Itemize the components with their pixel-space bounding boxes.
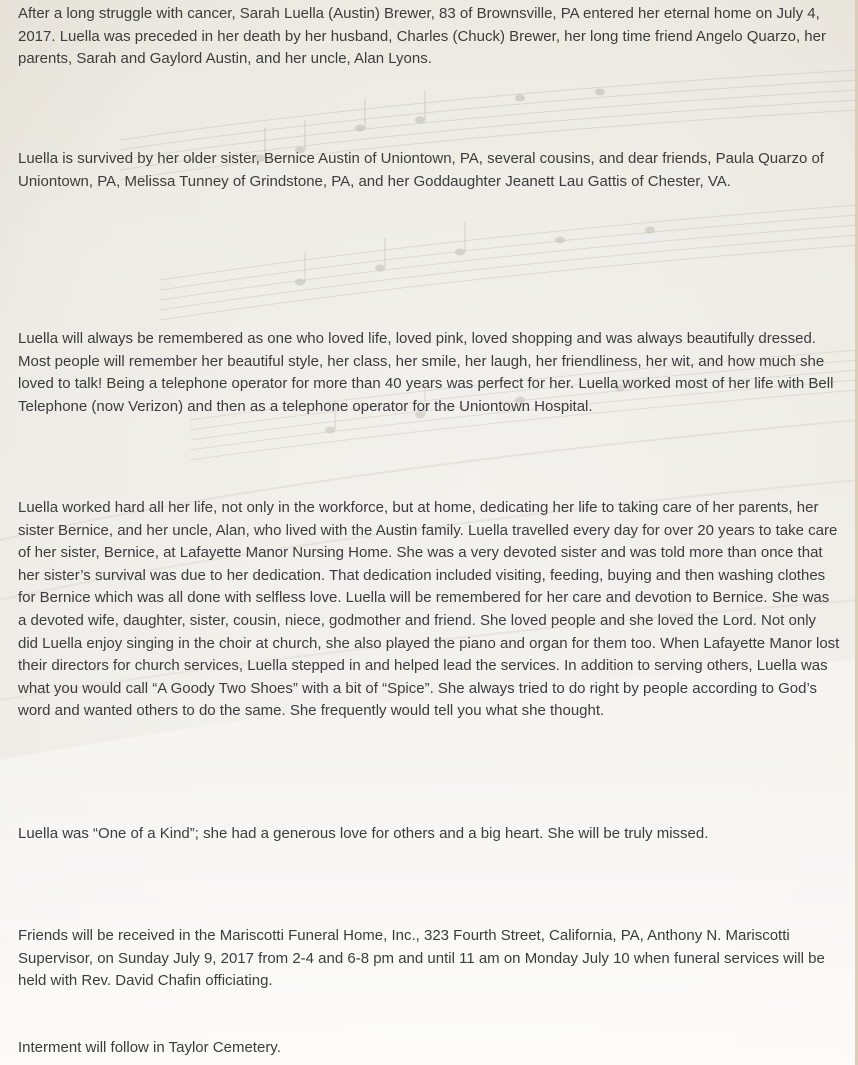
obituary-paragraph-death-announcement: After a long struggle with cancer, Sarah Luella (Austin) Brewer, 83 of Brownsville, PA entered her eternal home on July 4, 2017. Luella was preceded in her death by her husband, Charles (Chuck) Brewer, her long time friend Angelo Quarzo, her parents, Sarah and Gaylord Austin, and her uncle, Alan Lyons. (18, 5, 826, 68)
obituary-paragraph-one-of-a-kind: Luella was “One of a Kind”; she had a generous love for others and a big heart. She will be truly missed. (18, 825, 709, 842)
obituary-paragraph-survivors: Luella is survived by her older sister, Bernice Austin of Uniontown, PA, several cousins, and dear friends, Paula Quarzo of Uniontown, PA, Melissa Tunney of Grindstone, PA, and her Goddaughter Jeanett Lau Gattis of Chester, VA. (18, 150, 824, 190)
obituary-paragraph-visitation: Friends will be received in the Mariscotti Funeral Home, Inc., 323 Fourth Street, California, PA, Anthony N. Mariscotti Supervisor, on Sunday July 9, 2017 from 2-4 and 6-8 pm and until 11 am on Monday July 10 when funeral services will be held with Rev. David Chafin officiating. (18, 927, 825, 990)
obituary-paragraph-devotion: Luella worked hard all her life, not only in the workforce, but at home, dedicating her life to taking care of her parents, her sister Bernice, and her uncle, Alan, who lived with the Austin family. Luella travelled every day for over 20 years to take care of her sister, Bernice, at Lafayette Manor Nursing Home. She was a very devoted sister and was told more than once that her sister’s survival was due to her dedication. That dedication included visiting, feeding, buying and then washing clothes for Bernice which was all done with selfless love. Luella will be remembered for her care and devotion to Bernice. She was a devoted wife, daughter, sister, cousin, niece, godmother and friend. She loved people and she loved the Lord. Not only did Luella enjoy singing in the choir at church, she also played the piano and organ for them too. When Lafayette Manor lost their directors for church services, Luella stepped in and helped lead the services. In addition to serving others, Luella was what you would call “A Goody Two Shoes” with a bit of “Spice”. She always tried to do right by people according to God’s word and wanted others to do the same. She frequently would tell you what she thought. (18, 499, 840, 720)
obituary-paragraph-remembrance: Luella will always be remembered as one who loved life, loved pink, loved shopping and was always beautifully dressed. Most people will remember her beautiful style, her class, her smile, her laugh, her friendliness, her wit, and how much she loved to talk! Being a telephone operator for more than 40 years was perfect for her. Luella worked most of her life with Bell Telephone (now Verizon) and then as a telephone operator for the Uniontown Hospital. (18, 330, 834, 415)
obituary-paragraph-interment: Interment will follow in Taylor Cemetery. (18, 1039, 281, 1056)
